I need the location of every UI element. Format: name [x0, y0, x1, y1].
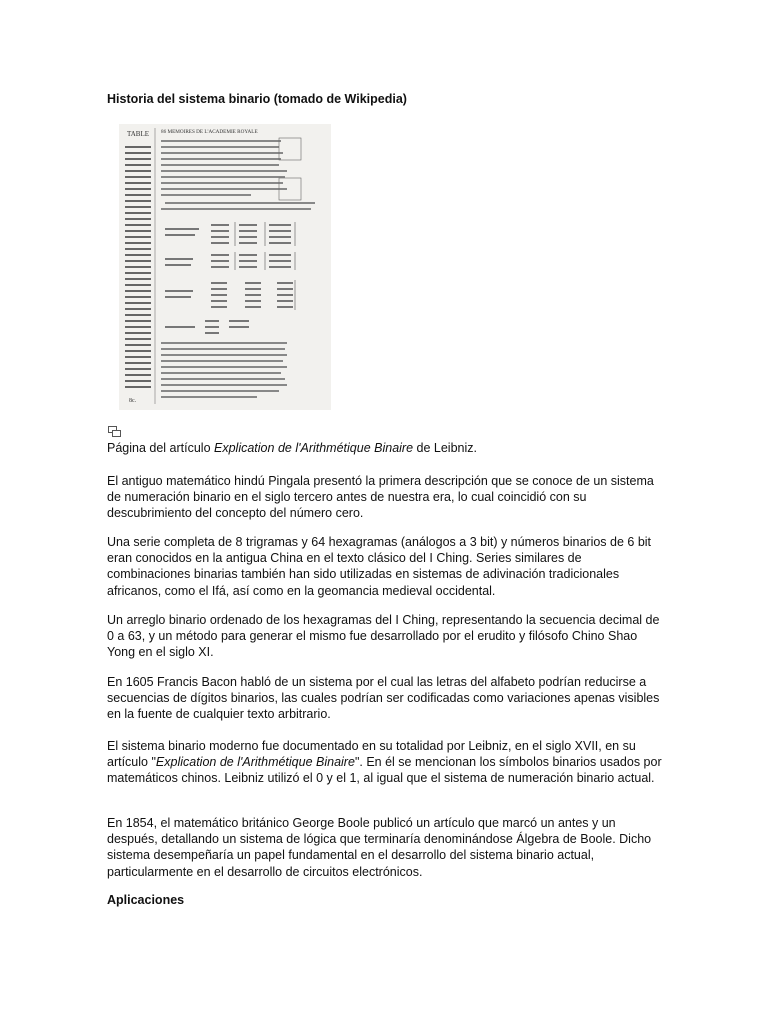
figure-page-footer: 8c.	[129, 398, 137, 404]
leibniz-page-image[interactable]	[119, 124, 331, 410]
leibniz-text-after: ". En él se mencionan los símbolos binarios usados por matemáticos chinos. Leibniz utilizó el 0 y el 1, al igual que el sistema de numeración binario actual.	[107, 755, 662, 786]
figure-header-left: TABLE	[127, 130, 149, 138]
leibniz-page-illustration	[119, 124, 331, 410]
binary-table-column	[125, 146, 151, 388]
paragraph-leibniz	[107, 738, 663, 787]
figure-caption	[107, 441, 477, 455]
section-heading-aplicaciones: Aplicaciones	[107, 893, 185, 907]
paragraph-bacon: En 1605 Francis Bacon habló de un sistema por el cual las letras del alfabeto podrían reducirse a secuencias de dígitos binarios, las cuales podrían ser codificadas como variaciones apenas visibles en la fuente de cualquier texto arbitrario.	[107, 675, 660, 722]
caption-title: Explication de l'Arithmétique Binaire	[214, 441, 414, 455]
leibniz-article-title: Explication de l'Arithmétique Binaire	[155, 755, 355, 770]
document-title: Historia del sistema binario (tomado de Wikipedia)	[107, 92, 407, 106]
leibniz-text-before: El sistema binario moderno fue documentado en su totalidad por Leibniz, en el siglo XVII, en su artículo "	[107, 739, 636, 770]
paragraph-pingala: El antiguo matemático hindú Pingala presentó la primera descripción que se conoce de un sistema de numeración binario en el siglo tercero antes de nuestra era, lo cual coincidió con su descubrimiento del concepto del número cero.	[107, 474, 654, 521]
magnify-icon[interactable]	[108, 424, 121, 435]
paragraph-shao-yong: Un arreglo binario ordenado de los hexagramas del I Ching, representando la secuencia decimal de 0 a 63, y un método para generar el mismo fue desarrollado por el erudito y filósofo Chino Shao Yong en el siglo XI.	[107, 613, 660, 660]
paragraph-i-ching: Una serie completa de 8 trigramas y 64 hexagramas (análogos a 3 bit) y números binarios de 6 bit eran conocidos en la antigua China en el texto clásico del I Ching. Series similares de combinaciones binarias también han sido utilizadas en sistemas de adivinación tradicionales africanos, como el Ifá, así como en la geomancia medieval occidental.	[107, 535, 652, 598]
paragraph-boole: En 1854, el matemático británico George Boole publicó un artículo que marcó un antes y un después, detallando un sistema de lógica que terminaría denominándose Álgebra de Boole. Dicho sistema desempeñaría un papel fundamental en el desarrollo del sistema binario actual, particularmente en el desarrollo de circuitos electrónicos.	[107, 816, 652, 879]
figure-header-right: 86 MEMOIRES DE L'ACADEMIE ROYALE	[161, 129, 258, 135]
caption-suffix: de Leibniz.	[413, 441, 477, 455]
caption-prefix: Página del artículo	[107, 441, 215, 455]
